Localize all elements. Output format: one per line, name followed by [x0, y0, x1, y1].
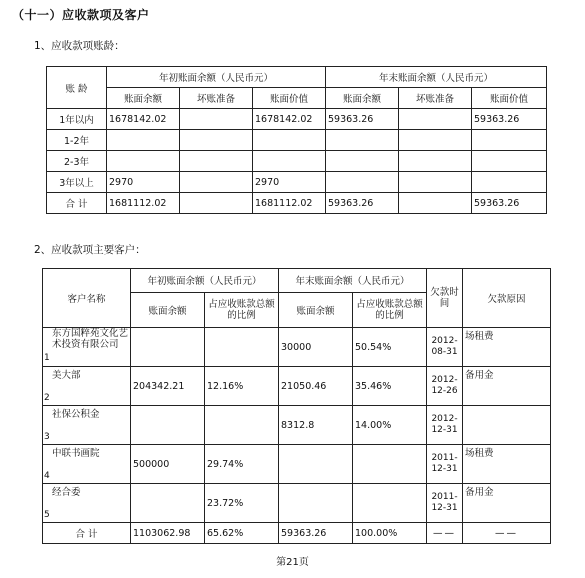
table-row: [43, 328, 551, 367]
value-cell: 204342.21: [131, 367, 205, 406]
value-cell: [399, 130, 472, 151]
value-cell: 1678142.02: [253, 109, 326, 130]
begin-bad-debt-header: 坏账准备: [180, 88, 253, 109]
value-cell: 50.54%: [353, 328, 427, 367]
value-cell: [180, 172, 253, 193]
value-cell: [279, 445, 353, 484]
date-cell: ——: [427, 523, 463, 544]
value-cell: 2970: [107, 172, 180, 193]
value-cell: [180, 193, 253, 214]
end-group-header: 年末账面余额（人民币元）: [326, 67, 547, 88]
begin-group-header: 年初账面余额（人民币元）: [131, 269, 279, 293]
value-cell: [353, 484, 427, 523]
value-cell: 21050.46: [279, 367, 353, 406]
table-row: [43, 484, 551, 523]
end-book-balance-header: 账面余额: [279, 292, 353, 327]
end-ratio-header: 占应收账款总额的比例: [353, 292, 427, 327]
customer-name-cell: [43, 367, 131, 406]
value-cell: 8312.8: [279, 406, 353, 445]
value-cell: 59363.26: [326, 109, 399, 130]
reason-cell: [463, 406, 551, 445]
value-cell: [205, 406, 279, 445]
value-cell: 1681112.02: [107, 193, 180, 214]
value-cell: [131, 406, 205, 445]
value-cell: [131, 484, 205, 523]
value-cell: 59363.26: [472, 109, 547, 130]
age-cell: 1-2年: [47, 130, 107, 151]
table-row: [43, 445, 551, 484]
value-cell: 1681112.02: [253, 193, 326, 214]
date-cell: 2012-12-26: [427, 367, 463, 406]
page-title: （十一）应收款项及客户: [12, 8, 150, 22]
date-cell: 2012-08-31: [427, 328, 463, 367]
reason-cell: 场租费: [463, 445, 551, 484]
value-cell: 35.46%: [353, 367, 427, 406]
value-cell: [399, 172, 472, 193]
customer-name: 东方国粹苑文化艺术投资有限公司: [52, 328, 129, 350]
value-cell: 59363.26: [279, 523, 353, 544]
customer-name: 中联书画院: [52, 448, 100, 459]
value-cell: 100.00%: [353, 523, 427, 544]
begin-group-header: 年初账面余额（人民币元）: [107, 67, 326, 88]
customer-name-cell: [43, 445, 131, 484]
aging-table: [46, 66, 547, 214]
value-cell: 14.00%: [353, 406, 427, 445]
value-cell: [326, 130, 399, 151]
date-cell: 2012-12-31: [427, 406, 463, 445]
customer-name-cell: [43, 328, 131, 367]
value-cell: [353, 445, 427, 484]
end-bad-debt-header: 坏账准备: [399, 88, 472, 109]
begin-ratio-header: 占应收账款总额的比例: [205, 292, 279, 327]
value-cell: 12.16%: [205, 367, 279, 406]
customer-name: 社保公积金: [52, 409, 100, 420]
row-number: 1: [44, 353, 50, 363]
row-number: 4: [44, 471, 50, 481]
value-cell: 29.74%: [205, 445, 279, 484]
customers-table: [42, 268, 551, 544]
age-cell: 2-3年: [47, 151, 107, 172]
table-row: [47, 172, 547, 193]
value-cell: [107, 130, 180, 151]
value-cell: [180, 151, 253, 172]
table-row: [43, 367, 551, 406]
reason-cell: ——: [463, 523, 551, 544]
row-number: 2: [44, 393, 50, 403]
age-cell: 合 计: [47, 193, 107, 214]
section2-heading: 2、应收款项主要客户：: [34, 244, 146, 256]
table-row: [47, 130, 547, 151]
value-cell: [279, 484, 353, 523]
row-number: 5: [44, 510, 50, 520]
value-cell: 1678142.02: [107, 109, 180, 130]
value-cell: [180, 109, 253, 130]
value-cell: [326, 172, 399, 193]
value-cell: [326, 151, 399, 172]
begin-book-balance-header: 账面余额: [131, 292, 205, 327]
customer-name-header: 客户名称: [43, 269, 131, 328]
value-cell: [472, 151, 547, 172]
value-cell: 1103062.98: [131, 523, 205, 544]
value-cell: [472, 172, 547, 193]
customer-name-cell: [43, 406, 131, 445]
value-cell: 59363.26: [472, 193, 547, 214]
value-cell: 65.62%: [205, 523, 279, 544]
value-cell: [253, 151, 326, 172]
reason-cell: 场租费: [463, 328, 551, 367]
value-cell: [107, 151, 180, 172]
reason-cell: 备用金: [463, 484, 551, 523]
value-cell: 2970: [253, 172, 326, 193]
value-cell: [131, 328, 205, 367]
value-cell: [399, 193, 472, 214]
value-cell: [253, 130, 326, 151]
section1-heading: 1、应收款项账龄：: [34, 40, 125, 52]
age-cell: 3年以上: [47, 172, 107, 193]
value-cell: [399, 151, 472, 172]
age-header: 账 龄: [47, 67, 107, 109]
begin-book-value-header: 账面价值: [253, 88, 326, 109]
age-cell: 1年以内: [47, 109, 107, 130]
total-row: [43, 523, 551, 544]
page-number: 第21页: [276, 557, 309, 568]
row-number: 3: [44, 432, 50, 442]
value-cell: [180, 130, 253, 151]
overdue-reason-header: 欠款原因: [463, 269, 551, 328]
customer-name-cell: [43, 484, 131, 523]
value-cell: 30000: [279, 328, 353, 367]
value-cell: 23.72%: [205, 484, 279, 523]
end-group-header: 年末账面余额（人民币元）: [279, 269, 427, 293]
overdue-time-header: 欠款时间: [427, 269, 463, 328]
customer-name: 美大部: [52, 370, 81, 381]
begin-book-balance-header: 账面余额: [107, 88, 180, 109]
total-row: [47, 193, 547, 214]
date-cell: 2011-12-31: [427, 445, 463, 484]
reason-cell: 备用金: [463, 367, 551, 406]
value-cell: 500000: [131, 445, 205, 484]
end-book-value-header: 账面价值: [472, 88, 547, 109]
value-cell: [472, 130, 547, 151]
value-cell: [399, 109, 472, 130]
table-row: [47, 151, 547, 172]
date-cell: 2011-12-31: [427, 484, 463, 523]
end-book-balance-header: 账面余额: [326, 88, 399, 109]
value-cell: [205, 328, 279, 367]
total-label: 合 计: [43, 523, 131, 544]
value-cell: 59363.26: [326, 193, 399, 214]
table-row: [43, 406, 551, 445]
customer-name: 经合委: [52, 487, 81, 498]
table-row: [47, 109, 547, 130]
